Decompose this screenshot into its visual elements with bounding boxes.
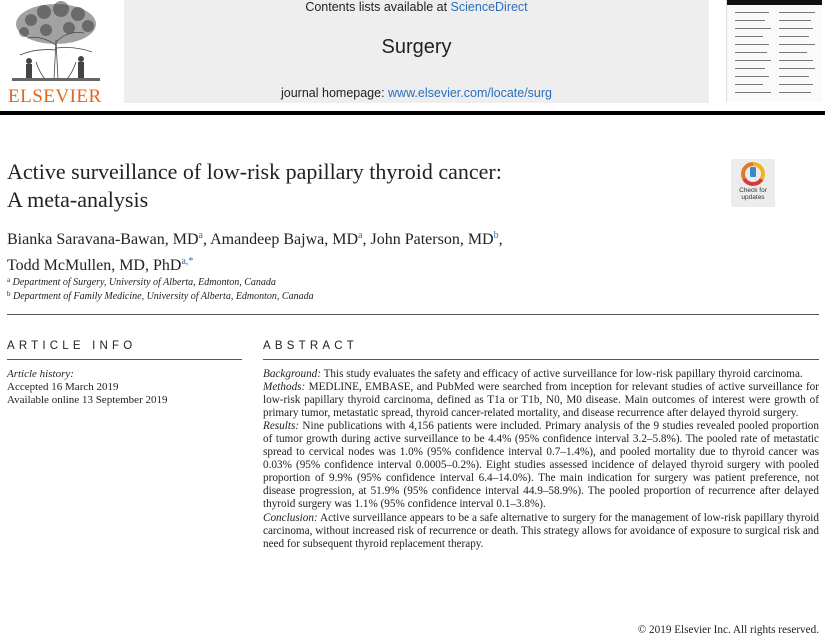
journal-homepage-link[interactable]: www.elsevier.com/locate/surg: [388, 86, 552, 100]
cover-text-line: [735, 76, 769, 77]
abstract-heading: ABSTRACT: [263, 340, 358, 352]
author-name[interactable]: Todd McMullen, MD, PhD: [7, 257, 182, 274]
cover-text-line: [779, 84, 813, 85]
affiliation-letter: b: [7, 290, 11, 298]
abstract-body: [263, 368, 819, 551]
affiliation-mark[interactable]: a: [358, 230, 363, 241]
cover-masthead: [727, 0, 822, 5]
crossmark-icon: [741, 162, 765, 186]
author-name[interactable]: Amandeep Bajwa, MD: [210, 231, 359, 248]
abstract-divider: [263, 359, 819, 360]
cover-text-line: [735, 68, 765, 69]
cover-text-line: [735, 20, 765, 21]
abstract-methods: [263, 381, 819, 420]
title-line-2: A meta-analysis: [7, 187, 149, 212]
elsevier-tree-icon: [6, 0, 106, 82]
cover-text-line: [779, 36, 809, 37]
author-name[interactable]: Bianka Saravana-Bawan, MD: [7, 231, 199, 248]
article-info-heading: ARTICLE INFO: [7, 340, 137, 352]
background-text: This study evaluates the safety and efficacy of active surveillance for low-risk papillary thyroid carcinoma.: [321, 368, 803, 380]
copyright-notice: © 2019 Elsevier Inc. All rights reserved.: [637, 624, 819, 636]
cover-text-line: [735, 52, 767, 53]
cover-text-line: [735, 92, 771, 93]
publisher-wordmark: ELSEVIER: [8, 86, 102, 107]
article-info-divider: [7, 359, 242, 360]
cover-text-line: [779, 44, 815, 45]
contents-line: [124, 0, 709, 14]
cover-text-line: [779, 76, 809, 77]
conclusion-label: Conclusion:: [263, 511, 318, 524]
abstract-results: [263, 420, 819, 511]
journal-header: [0, 0, 825, 112]
author-separator: ,: [362, 231, 371, 248]
accepted-date: Accepted 16 March 2019: [7, 381, 119, 393]
results-text: Nine publications with 4,156 patients were included. Primary analysis of the 9 studies revealed pooled proportion of tumor growth during active surveillance to be 4.4% (95% confidence interval 3.2–5.8%). The pooled rate of metastatic spread to cervical nodes was 1.0% (95% confidence interval 0.7–1.4%), and pooled mortality due to thyroid cancer was 0.03% (95% confidence interval 0.0005–0.2%). Eight studies assessed incidence of delayed thyroid surgery with pooled proportion of 9.9% (95% confidence interval 6.4–14.0%). The main indication for surgery was patient preference, not disease progression, at 51.9% (95% confidence interval 44.9–58.9%). The pooled proportion of recurrence after delayed thyroid surgery was 1.1% (95% confidence interval 0.1–3.8%).: [263, 420, 819, 511]
methods-label: Methods:: [263, 381, 306, 394]
results-label: Results:: [263, 420, 300, 433]
background-label: Background:: [263, 368, 321, 380]
affiliation-letter: a: [7, 276, 11, 284]
homepage-prefix: journal homepage:: [281, 86, 389, 100]
cover-text-line: [735, 36, 763, 37]
affiliation-b: [7, 290, 314, 302]
journal-cover-thumbnail[interactable]: [726, 0, 822, 102]
cover-text-line: [735, 28, 771, 29]
abstract-conclusion: [263, 512, 819, 551]
title-divider: [7, 314, 819, 315]
affiliation-text: Department of Surgery, University of Alberta, Edmonton, Canada: [12, 277, 276, 288]
homepage-line: [124, 86, 709, 100]
cover-text-line: [735, 12, 769, 13]
history-label: Article history:: [7, 368, 74, 380]
affiliation-mark[interactable]: a: [198, 230, 203, 241]
methods-text: MEDLINE, EMBASE, and PubMed were searched from inception for relevant studies of active surveillance for low-risk papillary thyroid carcinoma, defined as T1a or T1b, N0, M0 disease. Main outcomes of interest were growth of primary tumor, metastatic spread, thyroid cancer-related mortality, and disease recurrence after delayed thyroid surgery.: [263, 381, 819, 420]
journal-name: Surgery: [381, 36, 452, 58]
available-online-date: Available online 13 September 2019: [7, 394, 168, 406]
cover-text-line: [779, 28, 813, 29]
conclusion-text: Active surveillance appears to be a safe alternative to surgery for the management of low-risk papillary thyroid carcinoma, without increased risk of recurrence or death. This strategy allows for avoidance of exposure to surgical risk and need for subsequent thyroid replacement therapy.: [263, 511, 819, 550]
author-separator: ,: [498, 231, 503, 248]
cover-text-line: [779, 12, 815, 13]
author-name[interactable]: John Paterson, MD: [370, 231, 494, 248]
cover-text-line: [779, 60, 813, 61]
author-separator: ,: [202, 231, 211, 248]
journal-band: [124, 0, 709, 103]
cover-text-line: [735, 84, 763, 85]
affiliation-mark[interactable]: a,*: [181, 256, 194, 267]
elsevier-logo[interactable]: [2, 0, 112, 106]
author-list: [7, 225, 647, 277]
contents-prefix: Contents lists available at: [305, 0, 451, 14]
cover-text-line: [735, 44, 769, 45]
check-for-updates-button[interactable]: [731, 159, 775, 207]
article-title: [7, 158, 647, 214]
abstract-background: [263, 368, 819, 381]
sciencedirect-link[interactable]: ScienceDirect: [450, 0, 528, 14]
header-divider: [0, 111, 825, 115]
cover-text-line: [779, 20, 811, 21]
cover-text-line: [779, 92, 811, 93]
cover-text-line: [779, 52, 807, 53]
title-line-1: Active surveillance of low-risk papillary thyroid cancer:: [7, 159, 502, 184]
affiliation-mark[interactable]: b: [493, 230, 499, 241]
cover-text-line: [779, 68, 815, 69]
cover-text-line: [735, 60, 771, 61]
affiliation-text: Department of Family Medicine, University of Alberta, Edmonton, Canada: [13, 291, 314, 302]
affiliation-a: [7, 276, 276, 288]
article-history: [7, 368, 237, 407]
crossmark-label: Check for updates: [739, 187, 767, 201]
